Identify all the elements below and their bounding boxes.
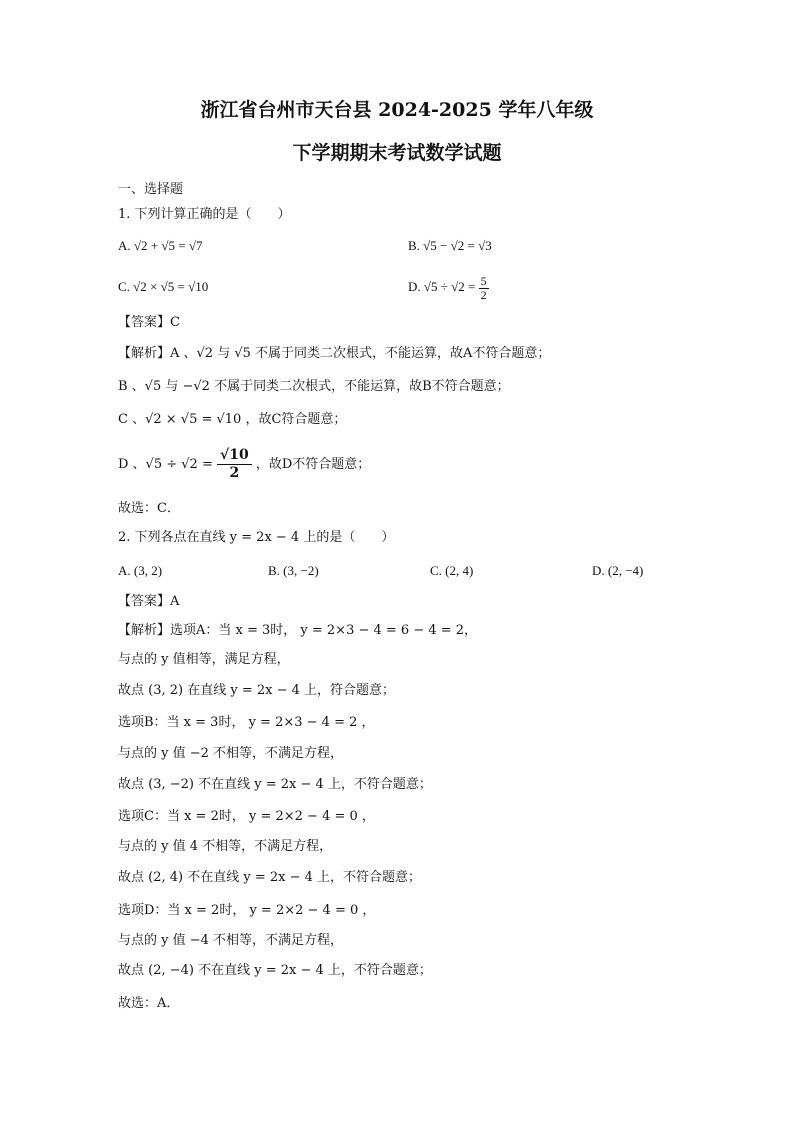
doc-title-line-2: 下学期期末考试数学试题 bbox=[292, 142, 502, 164]
q2-explanation-line: 与点的 y 值 −2 不相等，不满足方程， bbox=[118, 746, 344, 761]
q2-explanation-line: 与点的 y 值 4 不相等，不满足方程， bbox=[118, 839, 333, 854]
q2-explanation-line: 故点 (2, 4) 不在直线 y = 2x − 4 上，不符合题意； bbox=[118, 870, 422, 885]
q1-choose: 故选：C． bbox=[118, 501, 180, 516]
q2-explanation-line: 与点的 y 值 −4 不相等，不满足方程， bbox=[118, 933, 344, 948]
doc-title-line-1: 浙江省台州市天台县 2024-2025 学年八年级 bbox=[200, 99, 594, 121]
q2-option-a: A. (3, 2) bbox=[118, 563, 163, 578]
q1-answer: 【答案】C bbox=[118, 315, 180, 330]
q2-explanation-line: 与点的 y 值相等，满足方程， bbox=[118, 652, 290, 667]
q2-explanation-line: 故点 (3, −2) 不在直线 y = 2x − 4 上，不符合题意； bbox=[118, 777, 432, 792]
q2-explanation-line: 选项D：当 x = 2时， y = 2×2 − 4 = 0 ， bbox=[118, 903, 376, 918]
q1-option-d-left: D. √5 ÷ √2 = bbox=[408, 279, 476, 294]
q1-explanation-d-numerator: √10 bbox=[217, 447, 252, 465]
q2-explanation-line: 选项B：当 x = 3时， y = 2×3 − 4 = 2 ， bbox=[118, 715, 375, 730]
q1-explanation-d-denominator: 2 bbox=[229, 465, 240, 481]
q1-explanation-d-left: D 、√5 ÷ √2 = bbox=[118, 457, 213, 472]
q2-option-d: D. (2, −4) bbox=[592, 563, 644, 578]
q1-explanation-b: B 、√5 与 −√2 不属于同类二次根式，不能运算，故B不符合题意； bbox=[118, 379, 510, 394]
q1-explanation-a: 【解析】A 、√2 与 √5 不属于同类二次根式，不能运算，故A不符合题意； bbox=[118, 346, 551, 361]
q2-option-b: B. (3, −2) bbox=[268, 563, 319, 578]
q1-explanation-d bbox=[118, 443, 370, 487]
q1-option-d-denominator: 2 bbox=[480, 287, 487, 302]
q1-option-d-numerator: 5 bbox=[480, 273, 487, 288]
q2-explanation-line: 故点 (3, 2) 在直线 y = 2x − 4 上，符合题意； bbox=[118, 683, 396, 698]
q2-explanation-line: 故点 (2, −4) 不在直线 y = 2x − 4 上，不符合题意； bbox=[118, 963, 432, 978]
q1-option-d-fraction bbox=[479, 275, 489, 302]
q1-option-a: A. √2 + √5 = √7 bbox=[118, 238, 203, 253]
q2-option-c: C. (2, 4) bbox=[430, 563, 474, 578]
q1-explanation-c: C 、√2 × √5 = √10 ，故C符合题意； bbox=[118, 412, 347, 427]
q1-option-d bbox=[408, 269, 489, 305]
q2-explanation-line: 【解析】选项A：当 x = 3时， y = 2×3 − 4 = 6 − 4 = 2， bbox=[118, 623, 478, 638]
q1-explanation-d-fraction bbox=[217, 447, 252, 482]
q2-explanation-line: 故选：A． bbox=[118, 996, 180, 1011]
q1-option-b: B. √5 − √2 = √3 bbox=[408, 238, 492, 253]
section-heading: 一、选择题 bbox=[118, 182, 184, 197]
q1-stem: 1. 下列计算正确的是（ ） bbox=[118, 207, 291, 222]
q2-answer: 【答案】A bbox=[118, 594, 180, 609]
q2-stem: 2. 下列各点在直线 y = 2x − 4 上的是（ ） bbox=[118, 530, 395, 545]
q1-explanation-d-right: ，故D不符合题意； bbox=[255, 457, 371, 472]
q2-explanation-line: 选项C：当 x = 2时， y = 2×2 − 4 = 0 ， bbox=[118, 809, 375, 824]
q1-option-c: C. √2 × √5 = √10 bbox=[118, 279, 209, 294]
